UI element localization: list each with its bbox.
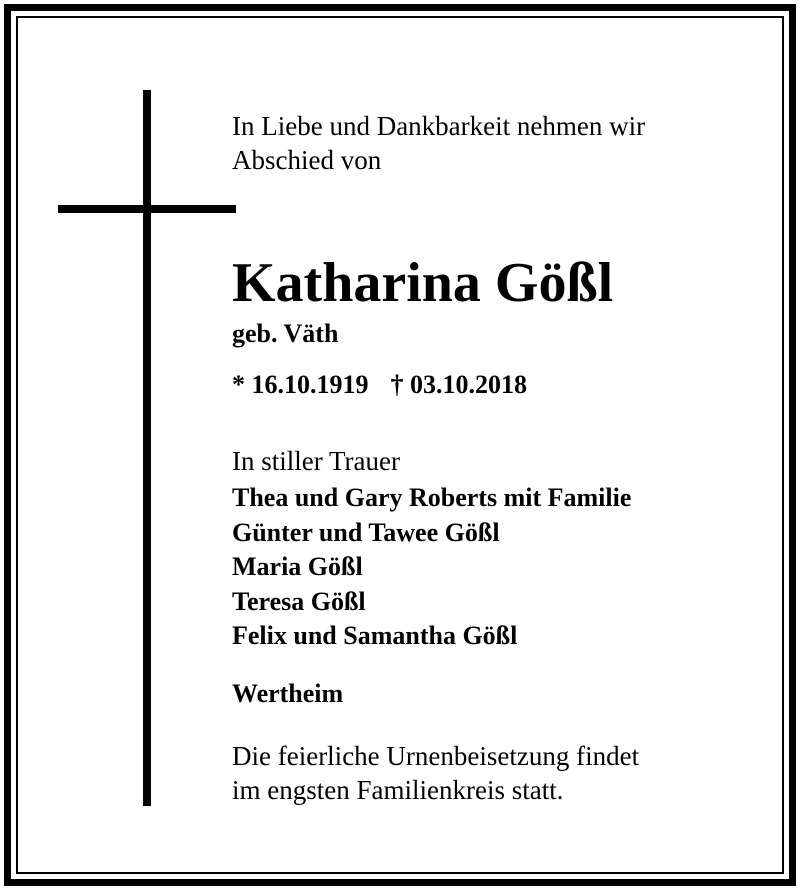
notice-line-1: Die feierliche Urnenbeisetzung findet (232, 741, 640, 771)
mourner-item: Maria Gößl (232, 552, 363, 581)
notice-line-2: im engsten Familienkreis statt. (232, 775, 564, 805)
intro-text (232, 109, 645, 177)
mourners-list (232, 481, 631, 654)
mourner-item: Günter und Tawee Gößl (232, 517, 500, 547)
burial-notice (232, 739, 639, 807)
cross-horizontal-bar (58, 205, 236, 213)
intro-line-1: In Liebe und Dankbarkeit nehmen wir (232, 111, 646, 141)
mourner-item: Felix und Samantha Gößl (232, 621, 518, 650)
life-dates (232, 368, 527, 402)
deceased-name: Katharina Gößl (232, 252, 614, 314)
birth-date: * 16.10.1919 (232, 370, 369, 399)
place-name: Wertheim (232, 679, 344, 708)
mourning-label: In stiller Trauer (232, 446, 400, 476)
intro-line-2: Abschied von (232, 145, 382, 175)
cross-vertical-bar (143, 90, 151, 806)
maiden-name: geb. Väth (232, 319, 339, 348)
mourner-item: Teresa Gößl (232, 586, 366, 616)
death-date: † 03.10.2018 (390, 370, 527, 399)
mourner-item: Thea und Gary Roberts mit Familie (232, 483, 632, 512)
